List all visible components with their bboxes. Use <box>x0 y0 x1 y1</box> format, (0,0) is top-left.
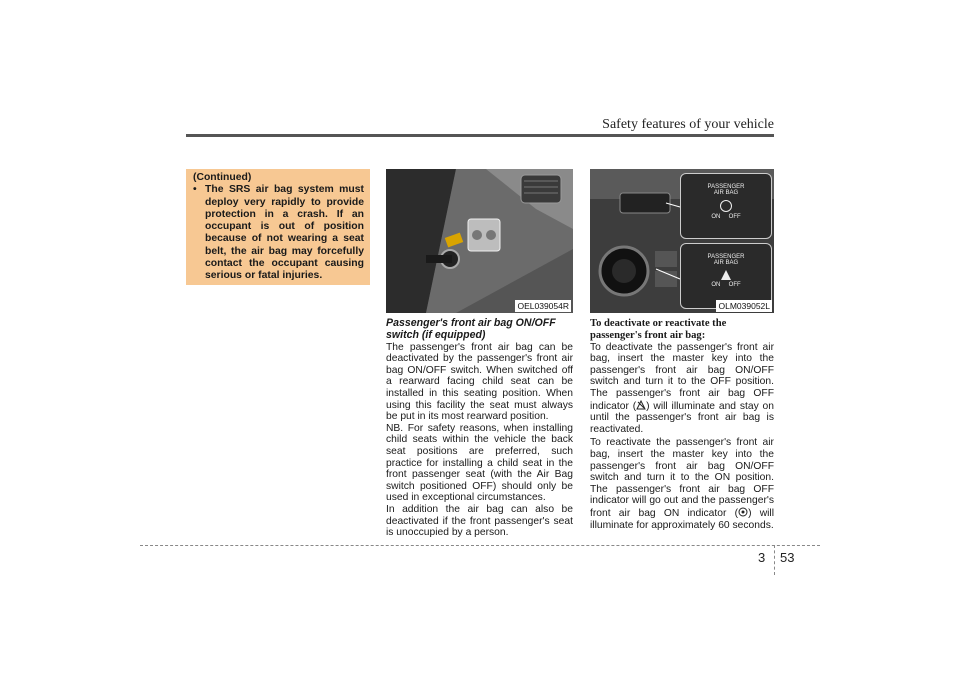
paragraph: In addition the air bag can also be deactivated if the front passenger's seat is unoccupied by a person. <box>386 503 573 539</box>
section-deactivate <box>590 318 774 531</box>
section-heading: Passenger's front air bag ON/OFF switch (if equipped) <box>386 317 556 341</box>
airbag-off-icon <box>721 270 731 280</box>
page-number: 53 <box>780 550 795 565</box>
warning-item <box>193 184 364 282</box>
indicator-panel-off <box>680 173 772 239</box>
figure-code: OEL039054R <box>517 301 569 311</box>
warning-box <box>186 169 370 285</box>
figure-code: OLM039052L <box>718 301 770 311</box>
footer-rule <box>140 545 820 546</box>
section-heading: To deactivate or reactivate the passenger's front air bag: <box>590 318 727 341</box>
paragraph: To reactivate the passenger's front air bag, insert the master key into the passenger's front air bag ON/OFF switch and turn it to the ON position. The passenger's front air bag OFF indicator will go out and the passenger's front air bag ON indicator ( ) will illuminate for approximately 60 seconds. <box>590 437 774 531</box>
panel-label-2: AIR BAG <box>713 190 739 196</box>
paragraph: The passenger's front air bag can be deactivated by the passenger's front air bag ON/OFF switch. When switched off a rearward facing child seat can be installed in this seating position. When using this facility the seat must always be put in its most rearward position. <box>386 341 573 423</box>
footer-separator <box>774 545 775 575</box>
panel-label-1: PASSENGER <box>707 184 745 190</box>
section-number: 3 <box>758 550 766 565</box>
warning-continued: (Continued) <box>193 172 252 183</box>
airbag-off-indicator-icon <box>636 400 646 410</box>
panel-label-2: AIR BAG <box>713 260 739 266</box>
airbag-switch-illustration <box>386 169 573 313</box>
airbag-switch-photo <box>386 169 573 313</box>
header-rule <box>186 134 774 137</box>
warning-text: The SRS air bag system must deploy very rapidly to provide protection in a crash. If an occupant is out of position because of not wearing a seat belt, the air bag may forcefully contact the occupant causing serious or fatal injuries. <box>205 184 364 282</box>
airbag-on-indicator-icon <box>738 507 748 517</box>
panel-label-1: PASSENGER <box>707 254 745 260</box>
paragraph: NB. For safety reasons, when installing child seats within the vehicle the back seat positions are preferred, such practice for installing a child seat in the front passenger seat (with the Air Bag switch positioned OFF) should only be used in exceptional circumstances. <box>386 422 573 504</box>
panel-on-off: ON OFF <box>711 214 741 220</box>
airbag-indicator-photo <box>590 169 774 313</box>
bullet: • <box>193 184 197 196</box>
paragraph: To deactivate the passenger's front air bag, insert the master key into the passenger's front air bag ON/OFF switch and turn it to the OFF position. The passenger's front air bag OFF indicator ( ) will illuminate and stay on until the passenger's front air bag is reactivated. <box>590 341 774 435</box>
section-switch <box>386 318 573 539</box>
page-header-title: Safety features of your vehicle <box>602 117 774 132</box>
panel-on-off: ON OFF <box>711 282 741 288</box>
airbag-on-icon <box>720 200 732 212</box>
